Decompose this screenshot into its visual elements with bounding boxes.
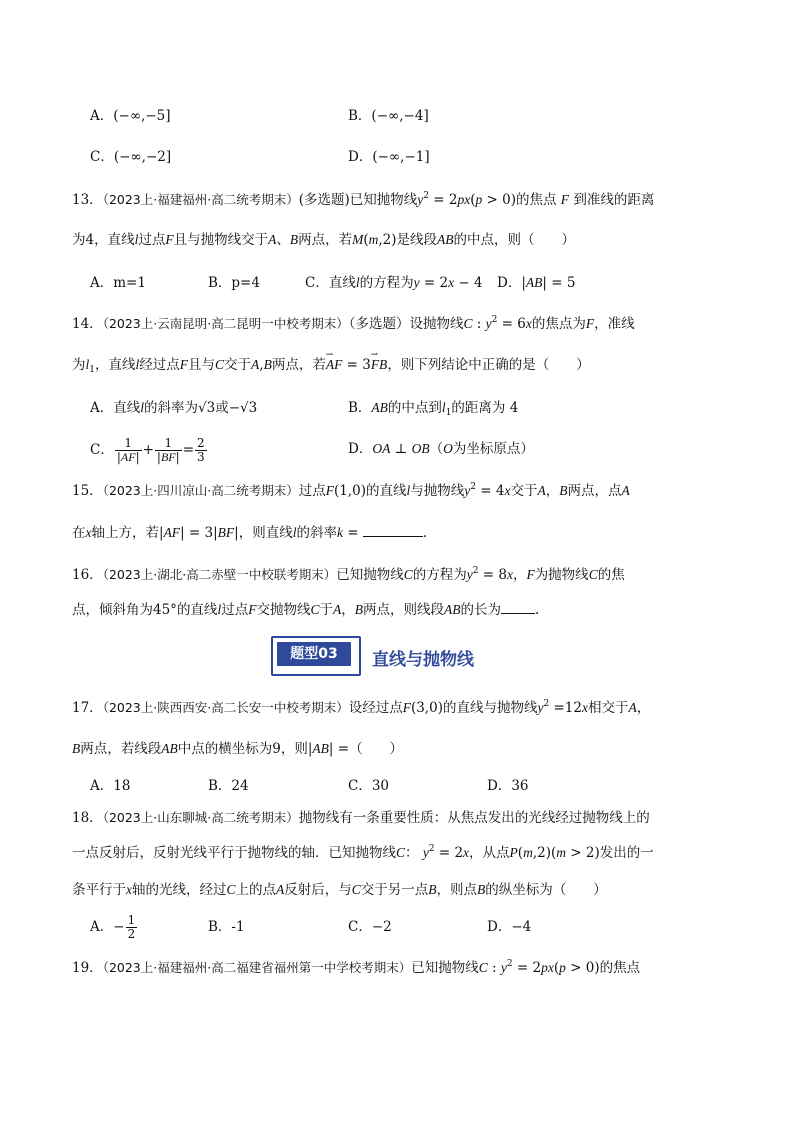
q17-option-a: A．18 — [90, 778, 131, 794]
q18-option-a: A．− $\frac{1}{2}$ — [90, 913, 136, 941]
q17-option-b: B．24 — [208, 778, 249, 794]
q14-option-a: A．直线l的斜率为√3或−√3 — [90, 400, 258, 416]
question-17-line-2: B两点，若线段AB中点的横坐标为9，则|AB| =（ ） — [72, 741, 404, 757]
answer-blank[interactable] — [501, 599, 535, 614]
banner-tag: 题型03 — [277, 642, 351, 666]
q18-option-c: C．−2 — [348, 919, 392, 935]
question-16-line-1: 16．（2023上·湖北·高二赤壁一中校联考期末）已知抛物线C的方程为$y^2 = 8x$，F为抛物线C的焦 — [72, 566, 625, 583]
q14-option-b: B．AB的中点到$l_1$的距离为 4 — [348, 400, 519, 418]
q17-option-d: D．36 — [487, 778, 529, 794]
option-d: D．(−∞,−1] — [348, 149, 430, 165]
q13-option-c: C．直线l的方程为y = 2x − 4 — [305, 275, 483, 291]
q13-option-d: D．|AB| = 5 — [497, 275, 576, 291]
q17-option-c: C．30 — [348, 778, 390, 794]
question-13-line-2: 为4，直线l过点F且与抛物线交于A、B两点，若M(m,2)是线段AB的中点，则（ ） — [72, 232, 576, 248]
q18-option-d: D．−4 — [487, 919, 532, 935]
section-title: 直线与抛物线 — [372, 650, 474, 670]
q13-option-b: B．p=4 — [208, 275, 260, 291]
question-18-line-3: 条平行于x轴的光线，经过C上的点A反射后，与C交于另一点B，则点B的纵坐标为（ ） — [72, 882, 607, 898]
question-19-line-1: 19．（2023上·福建福州·高二福建省福州第一中学校考期末）已知抛物线C : $y^2 = 2px(p > 0)$的焦点 — [72, 959, 641, 976]
option-a: A．(−∞,−5] — [90, 108, 171, 124]
question-18-line-1: 18．（2023上·山东聊城·高二统考期末）抛物线有一条重要性质：从焦点发出的光线经过抛物线上的 — [72, 810, 650, 826]
question-18-line-2: 一点反射后，反射光线平行于抛物线的轴．已知抛物线C： $y^2 = 2x$，从点P(m,2)(m > 2)发出的一 — [72, 844, 654, 861]
option-c: C．(−∞,−2] — [90, 149, 172, 165]
question-15-line-2: 在x轴上方，若|AF| = 3|BF|，则直线l的斜率k = . — [72, 522, 427, 543]
question-15-line-1: 15．（2023上·四川凉山·高二统考期末）过点F(1,0)的直线l与抛物线$y^2 = 4x$交于A，B两点，点A — [72, 482, 630, 499]
answer-blank[interactable] — [363, 522, 423, 537]
question-17-line-1: 17．（2023上·陕西西安·高二长安一中校考期末）设经过点F(3,0)的直线与抛物线$y^2 =12x$相交于A， — [72, 699, 651, 716]
option-b: B．(−∞,−4] — [348, 108, 429, 124]
q14-option-d: D．OA ⊥ OB（O为坐标原点） — [348, 441, 534, 457]
question-14-line-2: 为$l_1$，直线l经过点F且与C交于A,B两点，若⇀ AF = 3⇀ FB，则下列结论中正确的是（ ） — [72, 355, 590, 375]
q18-option-b: B．-1 — [208, 919, 245, 935]
q14-option-c: C． $\frac{1}{|AF|}$ + $\frac{1}{|BF|}$ = $\frac{2}{3}$ — [90, 436, 205, 464]
q13-option-a: A．m=1 — [90, 275, 146, 291]
section-banner — [271, 636, 361, 676]
question-14-line-1: 14．（2023上·云南昆明·高二昆明一中校考期末）（多选题）设抛物线C : $y^2 = 6x$的焦点为F，准线 — [72, 315, 635, 332]
question-16-line-2: 点，倾斜角为45°的直线l过点F交抛物线C于A，B两点，则线段AB的长为 . — [72, 599, 539, 620]
question-13-line-1: 13．（2023上·福建福州·高二统考期末）(多选题)已知抛物线$y^2 = 2px(p > 0)$的焦点 F 到准线的距离 — [72, 191, 655, 208]
